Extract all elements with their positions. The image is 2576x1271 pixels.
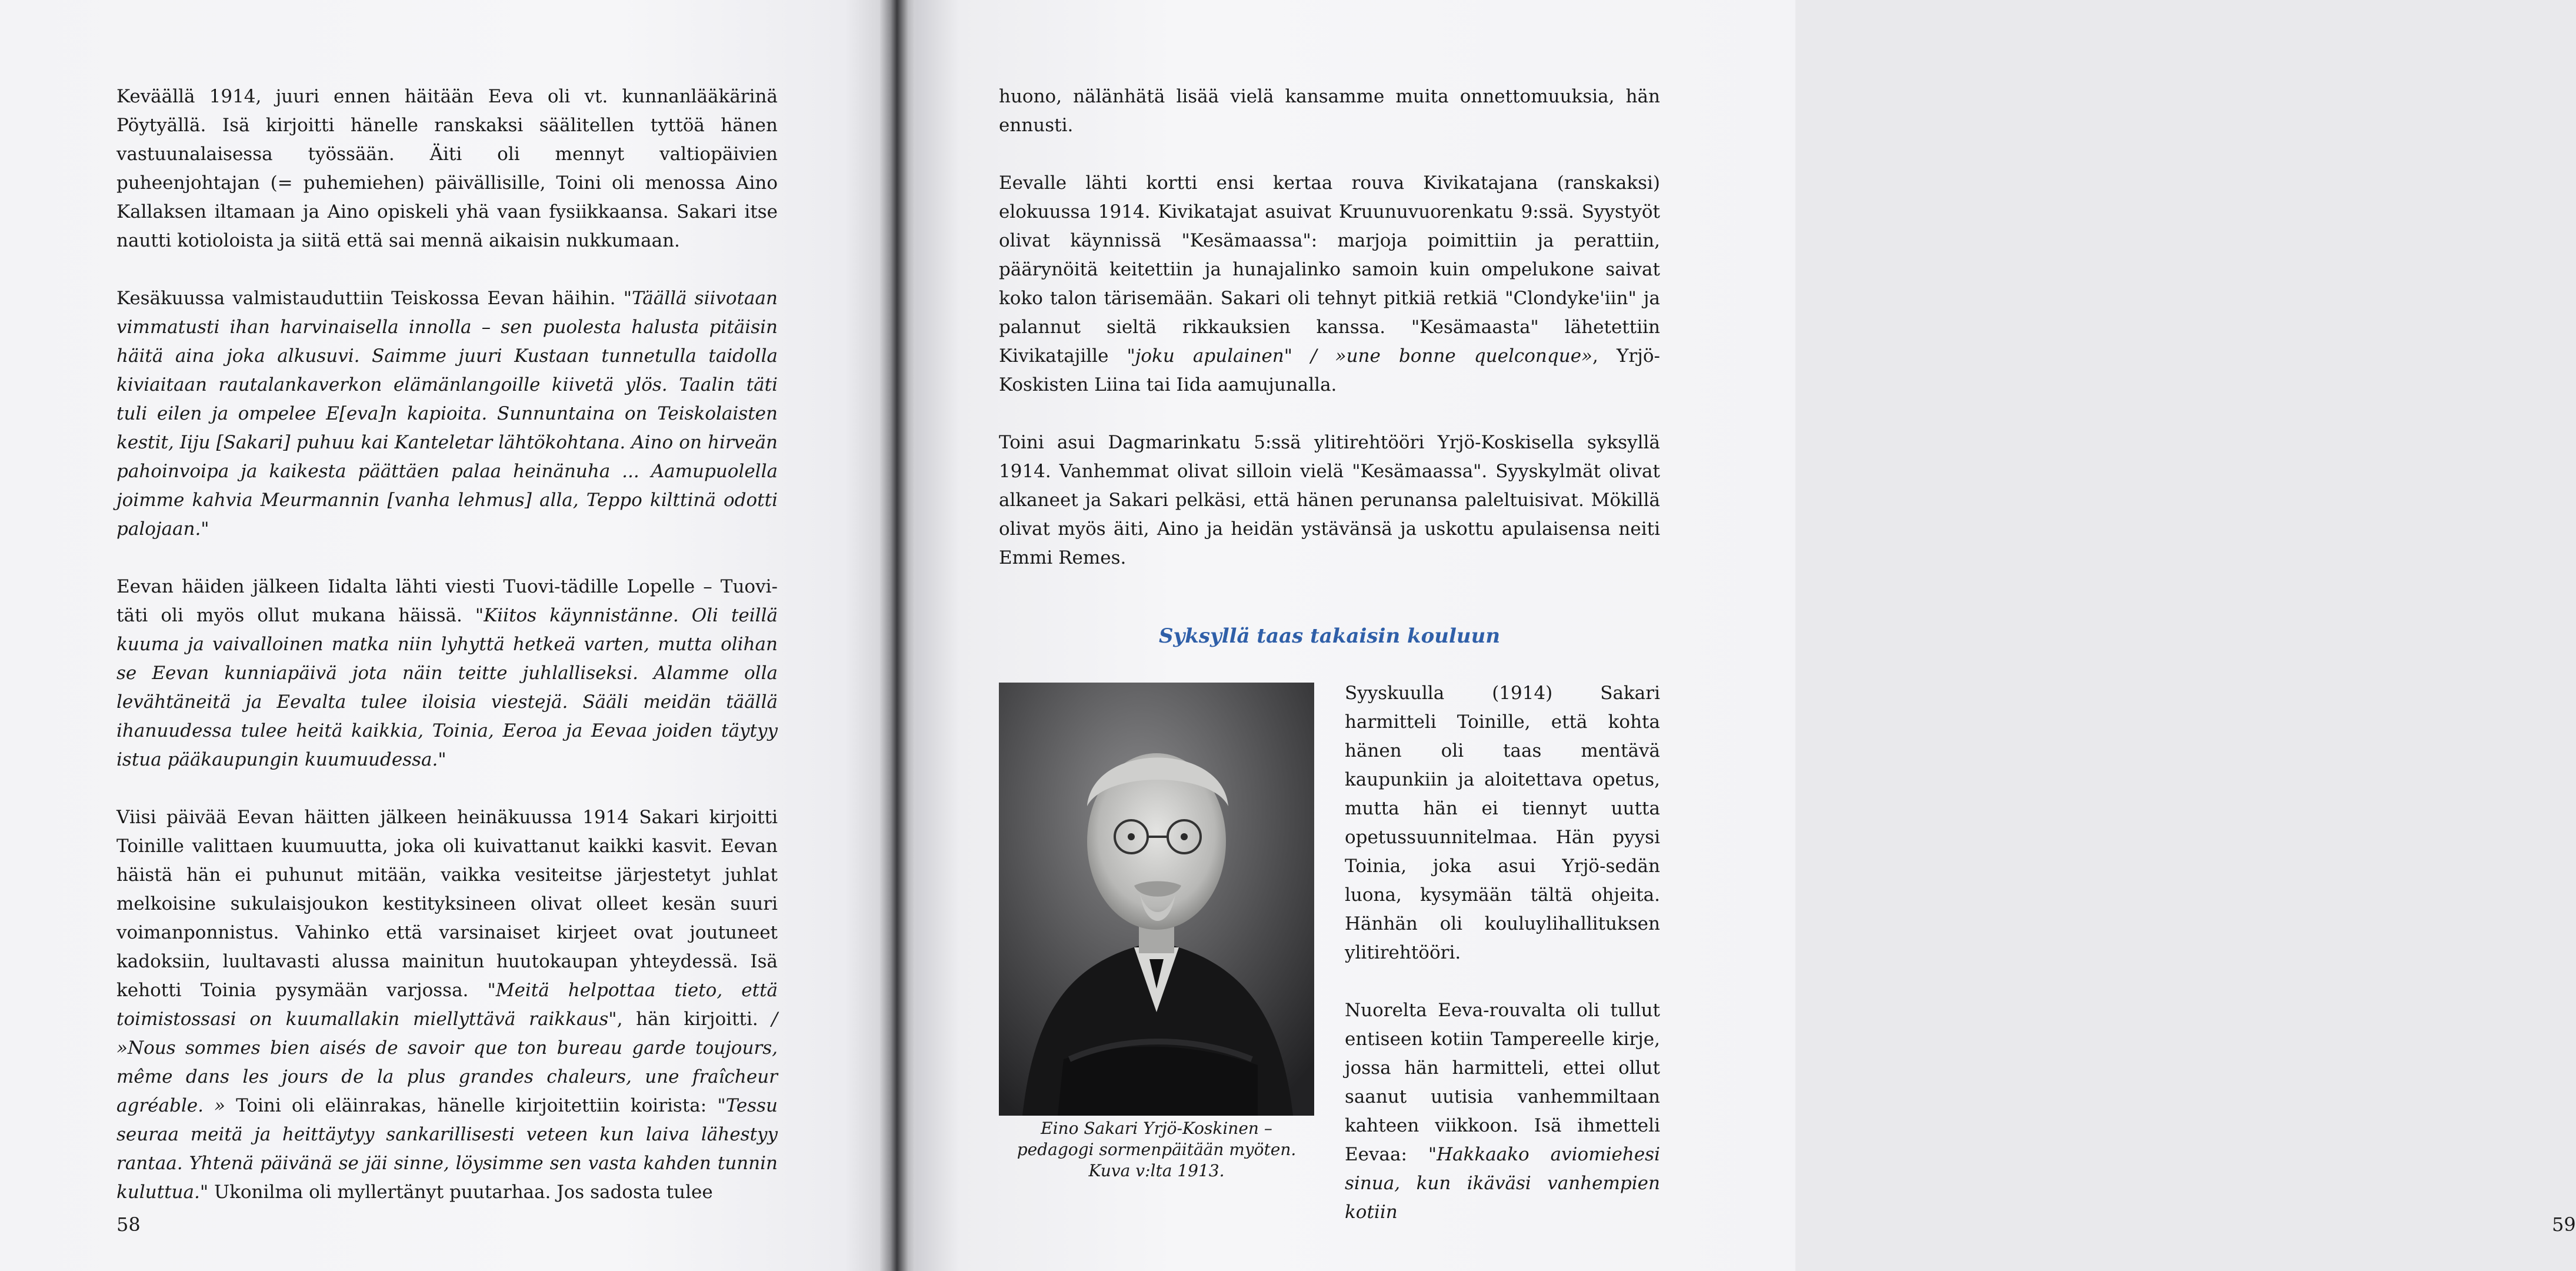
text-run: Ukonilma oli myllertänyt puutarhaa. Jos sadosta tulee bbox=[208, 1182, 713, 1203]
paragraph bbox=[999, 169, 1660, 400]
quote: "Tessu seuraa meitä ja heittäytyy sankarillisesti veteen kun laiva lähestyy rantaa. Yhtenä päivänä se jäi sinne, löysimme sen vasta kahden tunnin kuluttua." bbox=[116, 1095, 778, 1203]
right-text-column bbox=[999, 82, 1660, 601]
caption-line: Kuva v:lta 1913. bbox=[1088, 1161, 1225, 1180]
paragraph: Keväällä 1914, juuri ennen häitään Eeva oli vt. kunnanlääkärinä Pöytyällä. Isä kirjoitti hänelle ranskaksi säälitellen tyttöä hänen vastuunalaisessa työssään. Äiti oli mennyt valtiopäivien puheenjohtajan (= puhemiehen) päivällisille, Toini oli menossa Aino Kallaksen iltamaan ja Aino opiskeli yhä vaan fysiikkaansa. Sakari itse nautti kotioloista ja siitä että sai mennä aikaisin nukkumaan. bbox=[116, 86, 778, 251]
quote: "joku apulainen" / »une bonne quelconque» bbox=[1127, 345, 1593, 367]
text-run: Viisi päivää Eevan häitten jälkeen heinäkuussa 1914 Sakari kirjoitti Toinille valittaen kuumuutta, joka oli kuivattanut kaikki kasvit. Eevan häistä hän ei puhunut mitään, vaikka vesiteitse järjestetyt juhlat melkoisine sukulaisjoukon kestityksineen olivat olleet kesän suuri voimanponnistus. Vahinko että varsinaiset kirjeet ovat joutuneet kadoksiin, luultavasti alussa mainitun huutokaupan yhteydessä. Isä kehotti Toinia pysymään varjossa. bbox=[116, 807, 778, 1001]
text-run: Eevalle lähti kortti ensi kertaa rouva Kivikatajana (ranskaksi) elokuussa 1914. Kivikatajat asuivat Kruunuvuorenkatu 9:ssä. Syystyöt olivat käynnissä "Kesämaassa": marjoja poimittiin ja perattiin, päärynöitä keitettiin ja hunajalinko samoin kuin ompelukone saivat koko talon tärisemään. Sakari oli tehnyt pitkiä retkiä "Clondyke'iin" ja palannut sieltä rikkauksien kanssa. "Kesämaasta" lähetettiin Kivikatajille bbox=[999, 172, 1660, 367]
paragraph bbox=[116, 284, 778, 544]
paragraph: Syyskuulla (1914) Sakari harmitteli Toinille, että kohta hänen oli taas mentävä kaupunkiin ja aloitettava opetus, mutta hän ei tiennyt uutta opetussuunnitelmaa. Hän pyysi Toinia, joka asui Yrjö-sedän luona, kysymään tältä ohjeita. Hänhän oli kouluylihallituksen ylitirehtööri. bbox=[1345, 683, 1660, 963]
caption-line: Eino Sakari Yrjö-Koskinen – bbox=[1041, 1119, 1272, 1138]
left-page bbox=[0, 0, 880, 1271]
text-run: Nuorelta Eeva-rouvalta oli tullut entiseen kotiin Tampereelle kirje, jossa hän harmitteli, ettei ollut saanut uutisia vanhemmiltaan kahteen viikkoon. Isä ihmetteli Eevaa: bbox=[1345, 1000, 1660, 1165]
wrap-text-column bbox=[1345, 679, 1660, 1256]
text-run: Kesäkuussa valmistauduttiin Teiskossa Eevan häihin. bbox=[116, 288, 624, 309]
book-gutter bbox=[880, 0, 915, 1271]
quote: "Kiitos käynnistänne. Oli teillä kuuma ja vaivalloinen matka niin lyhyttä hetkeä varten, mutta olihan se Eevan kunniapäivä jota näin teitte juhlalliseksi. Alamme olla levähtäneitä ja Eevalta tulee iloisia viestejä. Sääli meidän täällä ihanuudessa tulee heitä kaikkia, Toinia, Eeroa ja Eevaa joiden täytyy istua pääkaupungin kuumuudessa." bbox=[116, 605, 778, 770]
portrait-photo bbox=[999, 683, 1314, 1116]
paragraph bbox=[1345, 996, 1660, 1227]
text-run: , hän kirjoitti. bbox=[616, 1009, 772, 1030]
quote: "Meitä helpottaa tieto, että toimistossasi on kuumallakin miellyttävä raikkaus" bbox=[116, 980, 778, 1030]
text-run: , Yrjö-Koskisten Liina tai Iida aamujunalla. bbox=[999, 345, 1660, 395]
left-text-column bbox=[116, 82, 778, 1236]
text-run: Toini oli eläinrakas, hänelle kirjoitettiin koirista: bbox=[225, 1095, 718, 1116]
text-run: Eevan häiden jälkeen Iidalta lähti viesti Tuovi-tädille Lopelle – Tuovi-täti oli myös ollut mukana häissä. bbox=[116, 576, 778, 626]
page-number: 58 bbox=[116, 1213, 141, 1236]
paragraph: huono, nälänhätä lisää vielä kansamme muita onnettomuuksia, hän ennusti. bbox=[999, 86, 1660, 136]
caption-line: pedagogi sormenpäitään myöten. bbox=[1017, 1140, 1297, 1159]
quote: / »Nous sommes bien aisés de savoir que ton bureau garde toujours, même dans les jours de la plus grandes chaleurs, une fraîcheur agréable. » bbox=[116, 1009, 778, 1116]
photo-caption bbox=[999, 1118, 1314, 1182]
paragraph bbox=[116, 573, 778, 774]
section-heading: Syksyllä taas takaisin kouluun bbox=[1158, 624, 1501, 648]
quote: "Hakkaako aviomiehesi sinua, kun ikäväsi vanhempien kotiin bbox=[1345, 1144, 1660, 1223]
paragraph: Toini asui Dagmarinkatu 5:ssä ylitirehtööri Yrjö-Koskisella syksyllä 1914. Vanhemmat olivat silloin vielä "Kesämaassa". Syyskylmät olivat alkaneet ja Sakari pelkäsi, että hänen perunansa paleltuisivat. Mökillä olivat myös äiti, Aino ja heidän ystävänsä ja uskottu apulaisensa neiti Emmi Remes. bbox=[999, 432, 1660, 568]
paragraph bbox=[116, 803, 778, 1207]
page-number: 59 bbox=[2552, 1213, 2576, 1236]
quote: "Täällä siivotaan vimmatusti ihan harvinaisella innolla – sen puolesta halusta pitäisin häitä aina joka alkusuvi. Saimme juuri Kustaan tunnetulla taidolla kiviaitaan rautalankaverkon elämänlangoille kiivetä ylös. Taalin täti tuli eilen ja ompelee E[eva]n kapioita. Sunnuntaina on Teiskolaisten kestit, Iiju [Sakari] puhuu kai Kanteletar lähtökohtana. Aino on hirveän pahoinvoipa ja kaikesta päättäen palaa heinänuha ... Aamupuolella joimme kahvia Meurmannin [vanha lehmus] alla, Teppo kilttinä odotti palojaan." bbox=[116, 288, 778, 540]
